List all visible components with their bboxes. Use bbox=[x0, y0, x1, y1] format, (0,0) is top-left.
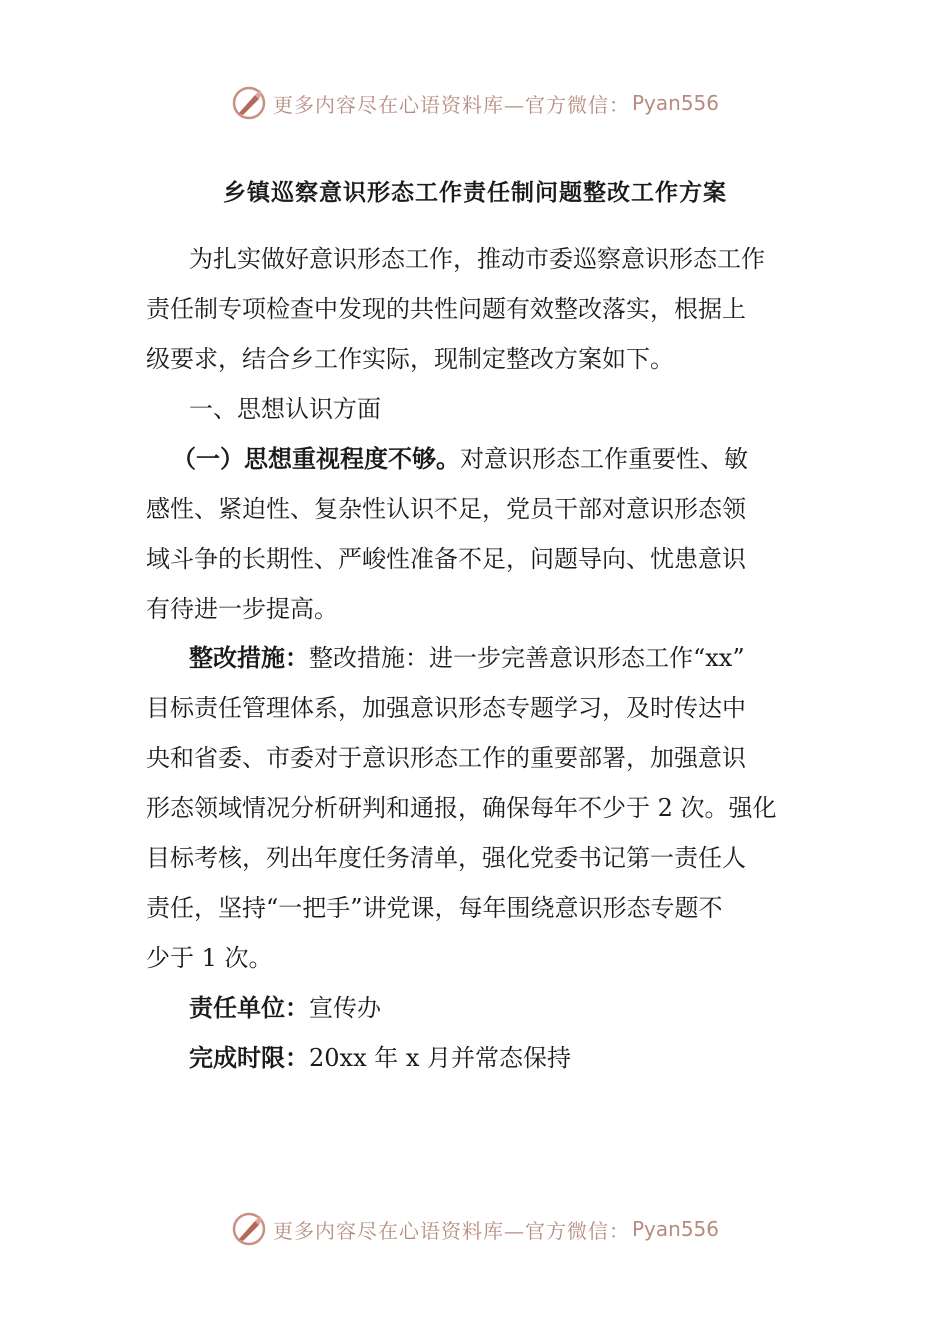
intro-line-3: 级要求，结合乡工作实际，现制定整改方案如下。 bbox=[146, 345, 674, 373]
watermark-footer bbox=[0, 1207, 950, 1251]
measures-line-5: 目标考核，列出年度任务清单，强化党委书记第一责任人 bbox=[146, 844, 746, 872]
item-1-text: 对意识形态工作重要性、敏 bbox=[460, 445, 748, 473]
item-1-line-2: 感性、紧迫性、复杂性认识不足，党员干部对意识形态领 bbox=[146, 495, 746, 523]
section-heading: 一、思想认识方面 bbox=[189, 395, 381, 423]
deadline-label: 完成时限： bbox=[189, 1043, 309, 1072]
watermark-header bbox=[0, 81, 950, 125]
watermark-code: Pyan556 bbox=[631, 91, 719, 115]
deadline bbox=[189, 1043, 571, 1073]
intro-line-1: 为扎实做好意识形态工作，推动市委巡察意识形态工作 bbox=[189, 245, 765, 273]
measures-line-2: 目标责任管理体系，加强意识形态专题学习，及时传达中 bbox=[146, 694, 746, 722]
measures-line-7: 少于 1 次。 bbox=[146, 944, 273, 972]
pen-nib-logo-icon bbox=[231, 1211, 267, 1247]
pen-nib-logo-icon bbox=[231, 85, 267, 121]
responsible-unit-label: 责任单位： bbox=[189, 993, 309, 1022]
document-title: 乡镇巡察意识形态工作责任制问题整改工作方案 bbox=[223, 179, 727, 206]
item-1-line-1 bbox=[172, 444, 748, 474]
item-1-line-3: 域斗争的长期性、严峻性准备不足，问题导向、忧患意识 bbox=[146, 545, 746, 573]
measures-label: 整改措施： bbox=[189, 643, 309, 672]
responsible-unit bbox=[189, 993, 381, 1023]
measures-line-4: 形态领域情况分析研判和通报，确保每年不少于 2 次。强化 bbox=[146, 794, 777, 822]
intro-line-2: 责任制专项检查中发现的共性问题有效整改落实，根据上 bbox=[146, 295, 746, 323]
item-1-line-4: 有待进一步提高。 bbox=[146, 595, 338, 623]
item-1-lead: （一）思想重视程度不够。 bbox=[172, 444, 460, 473]
responsible-unit-value: 宣传办 bbox=[309, 994, 381, 1022]
watermark-text: 更多内容尽在心语资料库—官方微信： bbox=[272, 92, 630, 117]
measures-line-3: 央和省委、市委对于意识形态工作的重要部署，加强意识 bbox=[146, 744, 746, 772]
watermark-code: Pyan556 bbox=[631, 1217, 719, 1241]
measures-line-6: 责任，坚持“一把手”讲党课，每年围绕意识形态专题不 bbox=[146, 894, 723, 922]
deadline-value: 20xx 年 x 月并常态保持 bbox=[309, 1044, 572, 1072]
measures-text: 整改措施：进一步完善意识形态工作“xx” bbox=[309, 644, 745, 672]
measures-line-1 bbox=[189, 643, 745, 673]
watermark-text: 更多内容尽在心语资料库—官方微信： bbox=[272, 1218, 630, 1243]
